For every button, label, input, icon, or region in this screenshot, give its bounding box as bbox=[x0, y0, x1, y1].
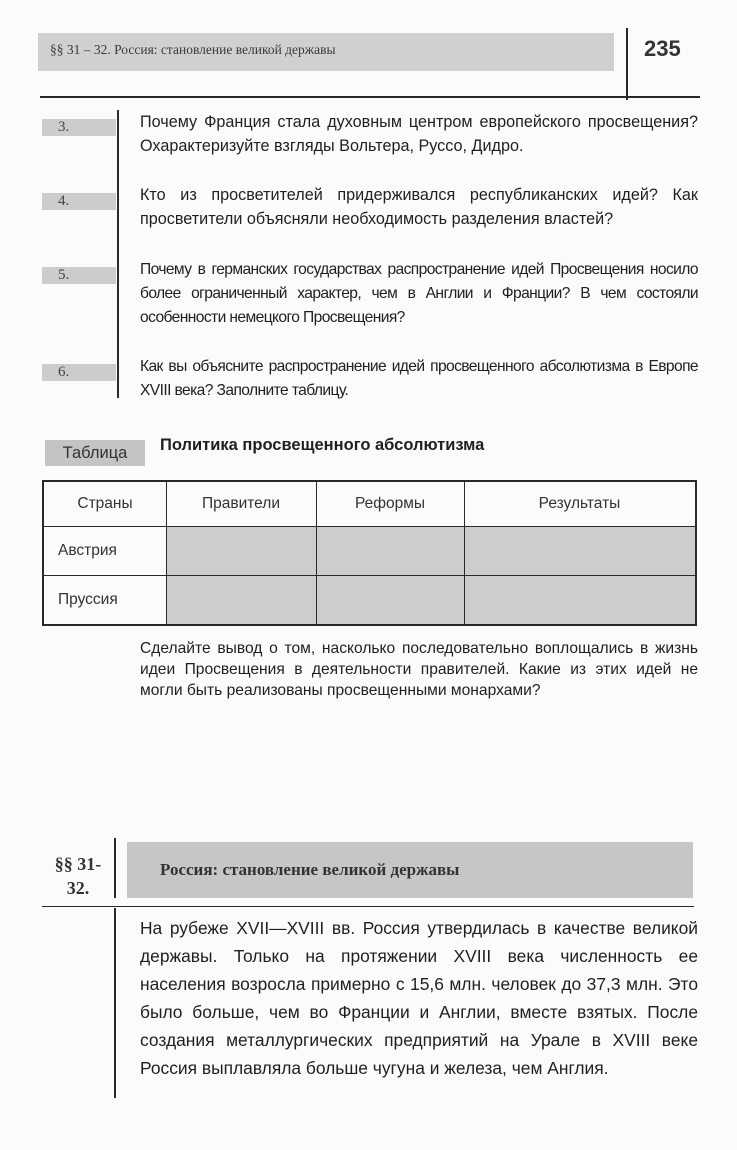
empty-fill-cell bbox=[166, 575, 316, 624]
question-number: 4. bbox=[42, 193, 116, 210]
section-body-text: На рубеже XVII—XVIII вв. Россия утвердилась в качестве великой державы. Только на протяжении XVIII века численность ее населения возросла примерно с 15,6 млн. человек до 37,3 млн. Это было больше, чем во Франции и Англии, вместе взятых. После создания металлургических предприятий на Урале в XVIII веке Россия выплавляла больше чугуна и железа, чем Англия. bbox=[140, 918, 698, 1078]
table-header-cell: Реформы bbox=[354, 495, 426, 512]
question-text: Почему Франция стала духовным центром европейского просвещения? Охарактеризуйте взгляды Вольтера, Руссо, Дидро. bbox=[140, 113, 698, 155]
questions-divider bbox=[117, 110, 119, 398]
page-number: 235 bbox=[644, 36, 681, 61]
table-header-cell: Правители bbox=[201, 495, 280, 512]
question-number: 3. bbox=[42, 119, 116, 136]
header-divider bbox=[626, 28, 628, 100]
section-number-line: §§ 31- bbox=[54, 854, 102, 874]
section-divider bbox=[114, 838, 116, 898]
policy-table bbox=[42, 480, 697, 626]
table-title: Политика просвещенного абсолютизма bbox=[160, 436, 485, 454]
table-row-label: Австрия bbox=[58, 542, 117, 559]
section-title: Россия: становление великой державы bbox=[160, 860, 460, 879]
empty-fill-cell bbox=[464, 575, 695, 624]
table-header-cell: Страны bbox=[77, 495, 133, 512]
table-row-rule bbox=[44, 526, 695, 527]
table-badge: Таблица bbox=[45, 440, 145, 466]
section-number-line: 32. bbox=[66, 878, 90, 898]
table-column-rule bbox=[316, 482, 317, 624]
body-divider bbox=[114, 908, 116, 1098]
question-number: 6. bbox=[42, 364, 116, 381]
empty-fill-cell bbox=[464, 526, 695, 575]
section-rule bbox=[42, 906, 694, 907]
table-row-rule bbox=[44, 575, 695, 576]
question-text: Как вы объясните распространение идей просвещенного абсолютизма в Европе XVIII века? Заполните таблицу. bbox=[140, 358, 698, 399]
conclusion-task: Сделайте вывод о том, насколько последовательно воплощались в жизнь идеи Просвещения в деятельности правителей. Какие из этих идей не могли быть реализованы просвещенными монархами? bbox=[140, 640, 698, 699]
table-column-rule bbox=[464, 482, 465, 624]
header-rule bbox=[40, 96, 700, 98]
question-number: 5. bbox=[42, 267, 116, 284]
table-row-label: Пруссия bbox=[58, 591, 118, 608]
empty-fill-cell bbox=[316, 526, 464, 575]
running-header-title: §§ 31 – 32. Россия: становление великой державы bbox=[50, 42, 336, 57]
empty-fill-cell bbox=[316, 575, 464, 624]
table-column-rule bbox=[166, 482, 167, 624]
table-header-cell: Результаты bbox=[538, 495, 621, 512]
question-text: Кто из просветителей придерживался республиканских идей? Как просветители объясняли необходимость разделения властей? bbox=[140, 186, 698, 228]
section-number bbox=[42, 852, 114, 900]
empty-fill-cell bbox=[166, 526, 316, 575]
question-text: Почему в германских государствах распространение идей Просвещения носило более ограниченный характер, чем в Англии и Франции? В чем состояли особенности немецкого Просвещения? bbox=[140, 261, 698, 326]
